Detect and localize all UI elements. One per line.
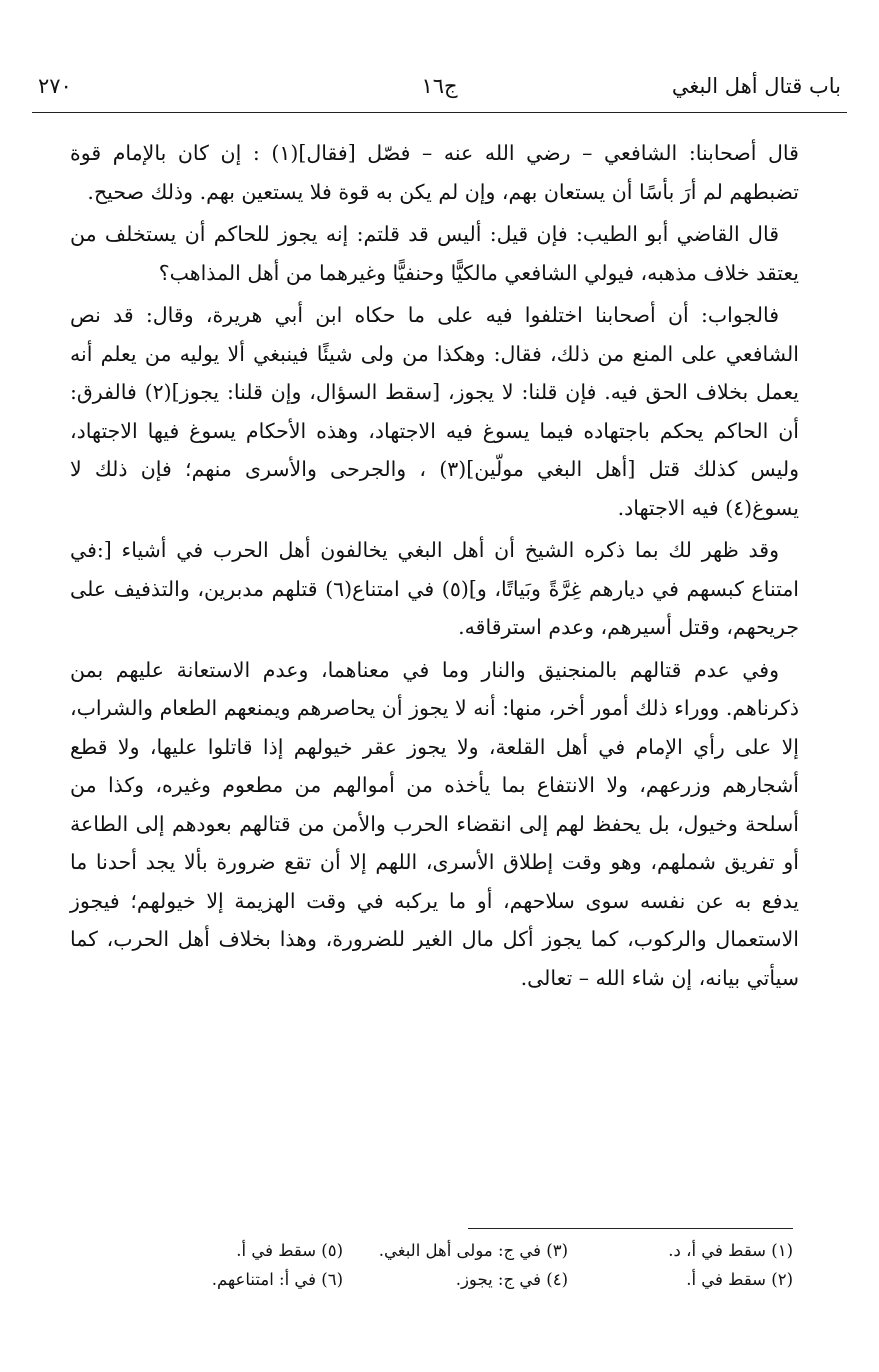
footnote-5: (٥) سقط في أ. bbox=[236, 1241, 344, 1260]
footnote-1: (١) سقط في أ، د. bbox=[668, 1241, 793, 1260]
footnotes bbox=[118, 1236, 793, 1294]
footnote-row bbox=[118, 1265, 793, 1294]
footnote-row bbox=[118, 1236, 793, 1265]
running-header bbox=[38, 70, 841, 106]
paragraph-3: فالجواب: أن أصحابنا اختلفوا فيه على ما حكاه ابن أبي هريرة، وقال: قد نص الشافعي على المنع من ذلك، فقال: وهكذا من ولى شيئًا فينبغي ألا يوليه من يعلم أنه يعمل بخلاف الحق فيه. فإن قلنا: لا يجوز، [سقط السؤال، وإن قلنا: يجوز](٢) فالفرق: أن الحاكم يحكم باجتهاده فيما يسوغ فيه الاجتهاد، وهذه الأحكام يسوغ فيها الاجتهاد، وليس كذلك قتل [أهل البغي مولّين](٣) ، والجرحى والأسرى منهم؛ فإن ذلك لا يسوغ(٤) فيه الاجتهاد. bbox=[70, 303, 799, 520]
footnote-rule bbox=[468, 1228, 793, 1229]
paragraph-2: قال القاضي أبو الطيب: فإن قيل: أليس قد قلتم: إنه يجوز للحاكم أن يستخلف من يعتقد خلاف مذهبه، فيولي الشافعي مالكيًّا وحنفيًّا وغيرهما من أهل المذاهب؟ bbox=[70, 222, 799, 285]
footnote-2: (٢) سقط في أ. bbox=[686, 1270, 793, 1289]
header-rule bbox=[32, 112, 847, 113]
chapter-title: باب قتال أهل البغي bbox=[671, 74, 841, 98]
footnote-3: (٣) في ج: مولى أهل البغي. bbox=[378, 1241, 569, 1260]
footnote-4: (٤) في ج: يجوز. bbox=[455, 1270, 569, 1289]
paragraph-5: وفي عدم قتالهم بالمنجنيق والنار وما في معناهما، وعدم الاستعانة عليهم بمن ذكرناهم. ووراء ذلك أمور أخر، منها: أنه لا يجوز أن يحاصرهم ويمنعهم الطعام والشراب، إلا على رأي الإمام في أهل القلعة، ولا يجوز عقر خيولهم إذا قاتلوا عليها، ولا قطع أشجارهم وزرعهم، ولا الانتفاع بما يأخذه من أموالهم من مطعوم وغيره، وكذا من أسلحة وخيول، بل يحفظ لهم إلى انقضاء الحرب والأمن من قتالهم بعودهم إلى الطاعة أو تفريق شملهم، وهو وقت إطلاق الأسرى، اللهم إلا أن تقع ضرورة بألا يجد أحدنا ما يدفع به عن نفسه سوى سلاحهم، أو ما يركبه في وقت الهزيمة إلا خيولهم؛ فيجوز الاستعمال والركوب، كما يجوز أكل مال الغير للضرورة، وهذا بخلاف أهل الحرب، كما سيأتي بيانه، إن شاء الله – تعالى. bbox=[70, 657, 799, 990]
main-text bbox=[70, 134, 799, 1001]
volume-number: ج١٦ bbox=[421, 74, 458, 98]
paragraph-4: وقد ظهر لك بما ذكره الشيخ أن أهل البغي يخالفون أهل الحرب في أشياء [:في امتناع كبسهم في ديارهم غِرَّةً وبَياتًا، و](٥) في امتناع(٦) قتلهم مدبرين، والتذفيف على جريحهم، وقتل أسيرهم، وعدم استرقاقه. bbox=[70, 538, 799, 639]
footnote-6: (٦) في أ: امتناعهم. bbox=[211, 1270, 344, 1289]
page-number: ٢٧٠ bbox=[38, 74, 72, 98]
paragraph-1: قال أصحابنا: الشافعي – رضي الله عنه – فصّل [فقال](١) : إن كان بالإمام قوة تضبطهم لم أرَ بأسًا أن يستعان بهم، وإن لم يكن به قوة فلا يستعين بهم. وذلك صحيح. bbox=[70, 141, 799, 204]
